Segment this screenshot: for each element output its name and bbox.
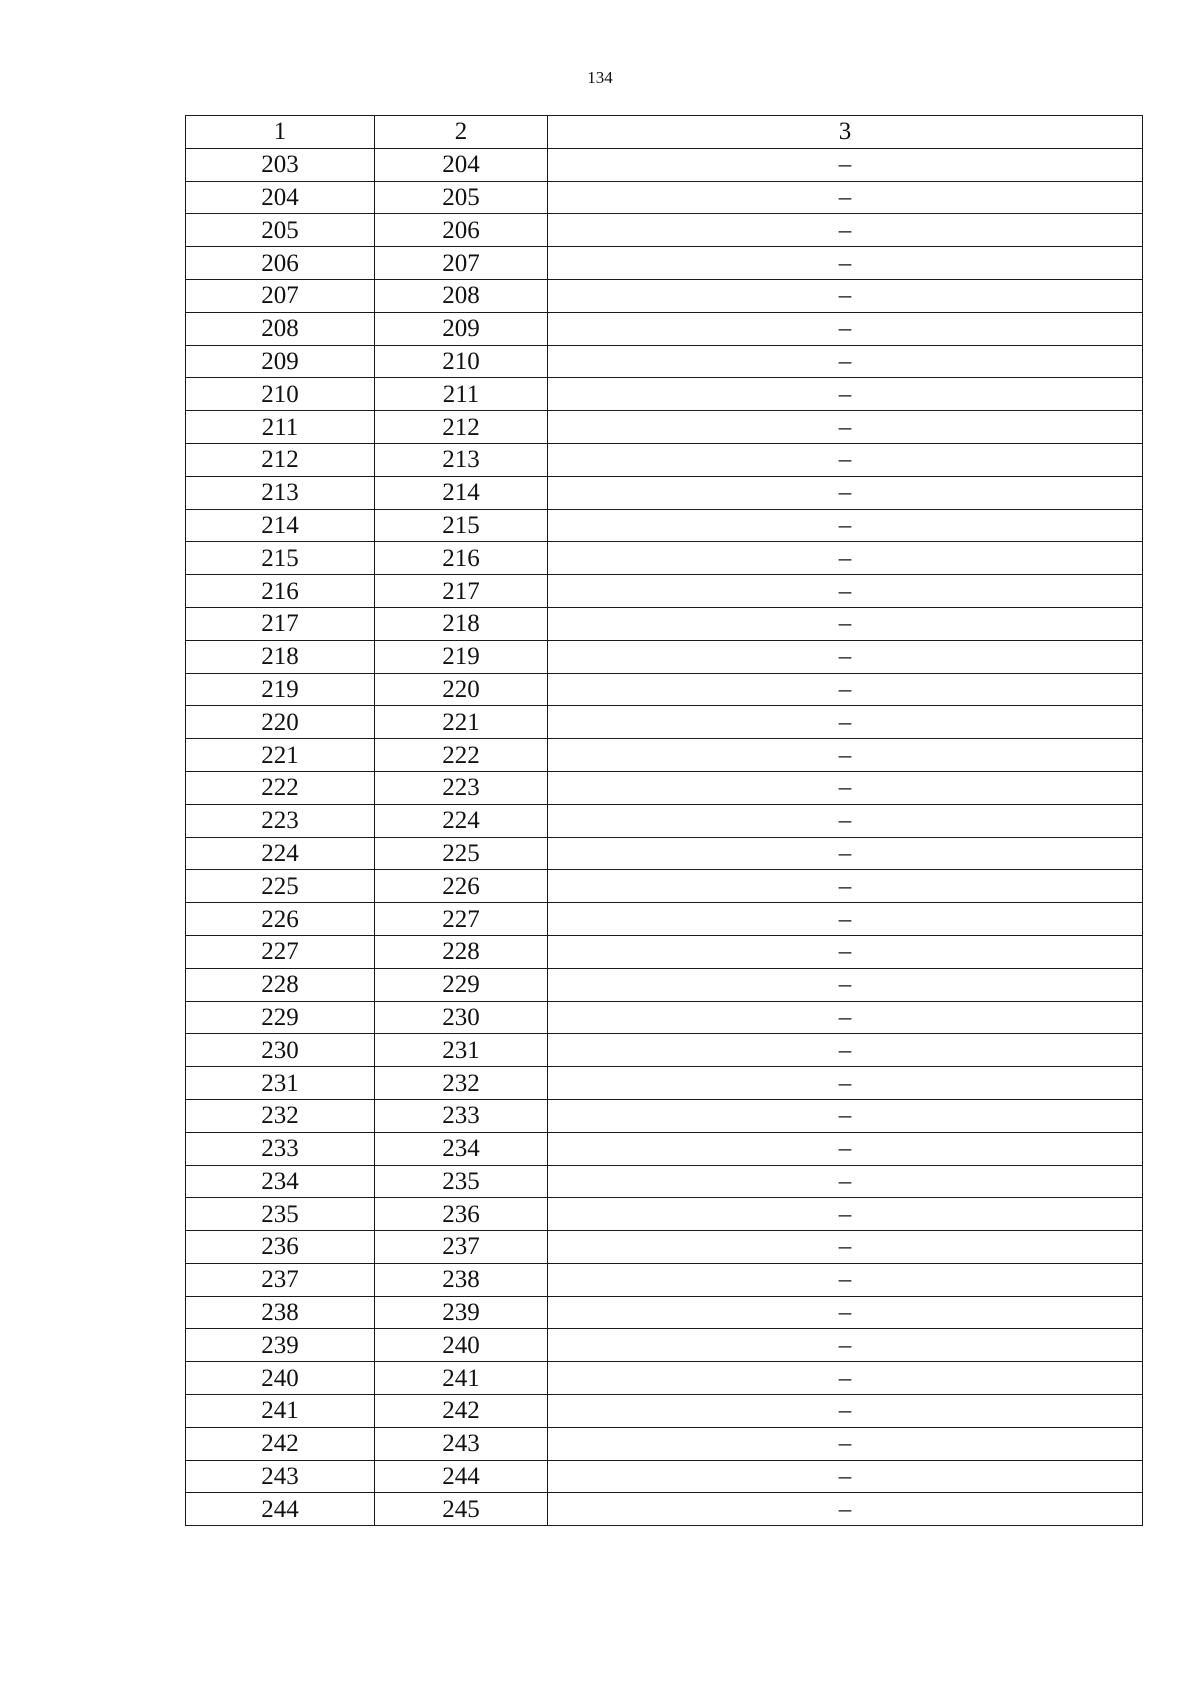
table-cell-col-3: – xyxy=(548,1099,1143,1132)
table-cell-col-2: 240 xyxy=(375,1329,548,1362)
table-cell-col-1: 234 xyxy=(186,1165,375,1198)
table-cell-col-2: 245 xyxy=(375,1493,548,1526)
table-cell-col-1: 241 xyxy=(186,1395,375,1428)
table-cell-col-1: 216 xyxy=(186,575,375,608)
table-cell-col-2: 223 xyxy=(375,771,548,804)
table-cell-col-3: – xyxy=(548,935,1143,968)
table-cell-col-2: 215 xyxy=(375,509,548,542)
table-cell-col-2: 217 xyxy=(375,575,548,608)
table-cell-col-2: 205 xyxy=(375,181,548,214)
table-cell-col-2: 214 xyxy=(375,476,548,509)
table-cell-col-3: – xyxy=(548,706,1143,739)
table-row xyxy=(186,181,1143,214)
table-cell-col-1: 243 xyxy=(186,1460,375,1493)
table-cell-col-1: 203 xyxy=(186,148,375,181)
table-cell-col-2: 211 xyxy=(375,378,548,411)
table-cell-col-2: 213 xyxy=(375,443,548,476)
table-cell-col-1: 238 xyxy=(186,1296,375,1329)
table-cell-col-2: 206 xyxy=(375,214,548,247)
table-cell-col-3: – xyxy=(548,968,1143,1001)
table-cell-col-2: 222 xyxy=(375,739,548,772)
table-cell-col-1: 242 xyxy=(186,1427,375,1460)
table-cell-col-1: 224 xyxy=(186,837,375,870)
table-cell-col-1: 211 xyxy=(186,411,375,444)
table-row xyxy=(186,640,1143,673)
table-cell-col-2: 227 xyxy=(375,903,548,936)
table-cell-col-1: 225 xyxy=(186,870,375,903)
table-cell-col-3: – xyxy=(548,443,1143,476)
table-cell-col-1: 237 xyxy=(186,1263,375,1296)
table-cell-col-1: 231 xyxy=(186,1067,375,1100)
table-row xyxy=(186,968,1143,1001)
table-cell-col-3: – xyxy=(548,771,1143,804)
table-cell-col-2: 243 xyxy=(375,1427,548,1460)
table-row xyxy=(186,903,1143,936)
table-cell-col-2: 207 xyxy=(375,247,548,280)
table-cell-col-3: – xyxy=(548,1493,1143,1526)
table-row xyxy=(186,443,1143,476)
table-cell-col-3: – xyxy=(548,378,1143,411)
table-cell-col-3: – xyxy=(548,214,1143,247)
table-cell-col-3: – xyxy=(548,575,1143,608)
table-row xyxy=(186,1493,1143,1526)
table-cell-col-2: 209 xyxy=(375,312,548,345)
table-cell-col-3: – xyxy=(548,411,1143,444)
table-cell-col-3: – xyxy=(548,476,1143,509)
table-cell-col-3: – xyxy=(548,1329,1143,1362)
table-row xyxy=(186,870,1143,903)
table-row xyxy=(186,739,1143,772)
table-row xyxy=(186,804,1143,837)
table-cell-col-1: 209 xyxy=(186,345,375,378)
table-cell-col-1: 212 xyxy=(186,443,375,476)
table-row xyxy=(186,542,1143,575)
table-cell-col-2: 232 xyxy=(375,1067,548,1100)
table-cell-col-1: 229 xyxy=(186,1001,375,1034)
table-cell-col-1: 228 xyxy=(186,968,375,1001)
table-row xyxy=(186,771,1143,804)
table-cell-col-3: – xyxy=(548,1427,1143,1460)
table-cell-col-2: 221 xyxy=(375,706,548,739)
table-cell-col-3: – xyxy=(548,903,1143,936)
table-cell-col-2: 244 xyxy=(375,1460,548,1493)
table-cell-col-3: – xyxy=(548,673,1143,706)
table-row xyxy=(186,607,1143,640)
table-cell-col-3: – xyxy=(548,542,1143,575)
table-cell-col-2: 231 xyxy=(375,1034,548,1067)
table-cell-col-2: 225 xyxy=(375,837,548,870)
table-row xyxy=(186,706,1143,739)
table-cell-col-1: 218 xyxy=(186,640,375,673)
table-row xyxy=(186,1034,1143,1067)
table-row xyxy=(186,575,1143,608)
table-cell-col-3: – xyxy=(548,870,1143,903)
table-cell-col-1: 215 xyxy=(186,542,375,575)
table-row xyxy=(186,345,1143,378)
table-cell-col-1: 240 xyxy=(186,1362,375,1395)
table-cell-col-1: 217 xyxy=(186,607,375,640)
table-cell-col-3: – xyxy=(548,1395,1143,1428)
table-cell-col-2: 235 xyxy=(375,1165,548,1198)
table-cell-col-3: – xyxy=(548,640,1143,673)
table-cell-col-2: 236 xyxy=(375,1198,548,1231)
table-cell-col-1: 204 xyxy=(186,181,375,214)
table-cell-col-2: 228 xyxy=(375,935,548,968)
table-row xyxy=(186,312,1143,345)
table-cell-col-3: – xyxy=(548,1165,1143,1198)
table-row xyxy=(186,1296,1143,1329)
table-cell-col-2: 234 xyxy=(375,1132,548,1165)
table-cell-col-3: – xyxy=(548,345,1143,378)
table-cell-col-2: 229 xyxy=(375,968,548,1001)
table-cell-col-3: – xyxy=(548,1263,1143,1296)
table-cell-col-3: – xyxy=(548,148,1143,181)
table-body xyxy=(186,116,1143,1526)
table-row xyxy=(186,378,1143,411)
table-cell-col-1: 220 xyxy=(186,706,375,739)
table-row xyxy=(186,1132,1143,1165)
table-cell-col-2: 233 xyxy=(375,1099,548,1132)
table-cell-col-3: – xyxy=(548,1132,1143,1165)
table-cell-col-3: – xyxy=(548,1362,1143,1395)
table-cell-col-2: 218 xyxy=(375,607,548,640)
table-cell-col-2: 237 xyxy=(375,1231,548,1264)
table-row xyxy=(186,1395,1143,1428)
table-cell-col-2: 220 xyxy=(375,673,548,706)
table-cell-col-3: – xyxy=(548,1067,1143,1100)
table-row xyxy=(186,1067,1143,1100)
table-row xyxy=(186,279,1143,312)
table-row xyxy=(186,247,1143,280)
table-row xyxy=(186,476,1143,509)
table-row xyxy=(186,509,1143,542)
table-cell-col-1: 236 xyxy=(186,1231,375,1264)
table-header-row xyxy=(186,116,1143,149)
table-cell-col-2: 238 xyxy=(375,1263,548,1296)
table-cell-col-1: 207 xyxy=(186,279,375,312)
table-cell-col-1: 230 xyxy=(186,1034,375,1067)
table-row xyxy=(186,1427,1143,1460)
table-cell-col-1: 235 xyxy=(186,1198,375,1231)
table-cell-col-2: 204 xyxy=(375,148,548,181)
table-cell-col-3: – xyxy=(548,247,1143,280)
table-cell-col-3: – xyxy=(548,1034,1143,1067)
table-row xyxy=(186,1099,1143,1132)
table-cell-col-2: 242 xyxy=(375,1395,548,1428)
table-row xyxy=(186,1362,1143,1395)
table-cell-col-3: – xyxy=(548,1001,1143,1034)
table-cell-col-3: – xyxy=(548,312,1143,345)
table-cell-col-2: 216 xyxy=(375,542,548,575)
table-cell-col-1: 232 xyxy=(186,1099,375,1132)
table-cell-col-1: 223 xyxy=(186,804,375,837)
table-cell-col-1: 226 xyxy=(186,903,375,936)
table-cell-col-1: 205 xyxy=(186,214,375,247)
table-row xyxy=(186,837,1143,870)
table-cell-col-2: 230 xyxy=(375,1001,548,1034)
table-cell-col-3: – xyxy=(548,509,1143,542)
table-row xyxy=(186,1231,1143,1264)
table-cell-col-3: – xyxy=(548,804,1143,837)
column-header-2: 2 xyxy=(375,116,548,149)
table-row xyxy=(186,1165,1143,1198)
table-cell-col-1: 233 xyxy=(186,1132,375,1165)
table-cell-col-1: 222 xyxy=(186,771,375,804)
table-cell-col-3: – xyxy=(548,1198,1143,1231)
table-row xyxy=(186,673,1143,706)
page-number: 134 xyxy=(587,68,613,87)
table-cell-col-1: 210 xyxy=(186,378,375,411)
table-row xyxy=(186,214,1143,247)
table-cell-col-2: 226 xyxy=(375,870,548,903)
table-cell-col-1: 219 xyxy=(186,673,375,706)
table-cell-col-1: 239 xyxy=(186,1329,375,1362)
table-row xyxy=(186,1001,1143,1034)
table-cell-col-2: 224 xyxy=(375,804,548,837)
table-cell-col-2: 208 xyxy=(375,279,548,312)
table-row xyxy=(186,1329,1143,1362)
table-row xyxy=(186,1198,1143,1231)
table-cell-col-2: 239 xyxy=(375,1296,548,1329)
table-cell-col-1: 244 xyxy=(186,1493,375,1526)
table-cell-col-2: 212 xyxy=(375,411,548,444)
table-cell-col-1: 221 xyxy=(186,739,375,772)
column-header-3: 3 xyxy=(548,116,1143,149)
table-cell-col-1: 206 xyxy=(186,247,375,280)
table-cell-col-2: 210 xyxy=(375,345,548,378)
table-row xyxy=(186,148,1143,181)
table-row xyxy=(186,1263,1143,1296)
table-cell-col-3: – xyxy=(548,739,1143,772)
table-cell-col-3: – xyxy=(548,607,1143,640)
table-cell-col-3: – xyxy=(548,1296,1143,1329)
table-cell-col-1: 208 xyxy=(186,312,375,345)
table-row xyxy=(186,411,1143,444)
table-cell-col-2: 241 xyxy=(375,1362,548,1395)
data-table xyxy=(185,115,1143,1526)
table-cell-col-1: 227 xyxy=(186,935,375,968)
table-cell-col-2: 219 xyxy=(375,640,548,673)
table-cell-col-3: – xyxy=(548,279,1143,312)
table-cell-col-3: – xyxy=(548,181,1143,214)
table-row xyxy=(186,1460,1143,1493)
table-cell-col-3: – xyxy=(548,837,1143,870)
table-cell-col-3: – xyxy=(548,1231,1143,1264)
table-row xyxy=(186,935,1143,968)
table-cell-col-3: – xyxy=(548,1460,1143,1493)
table-cell-col-1: 214 xyxy=(186,509,375,542)
table-cell-col-1: 213 xyxy=(186,476,375,509)
column-header-1: 1 xyxy=(186,116,375,149)
